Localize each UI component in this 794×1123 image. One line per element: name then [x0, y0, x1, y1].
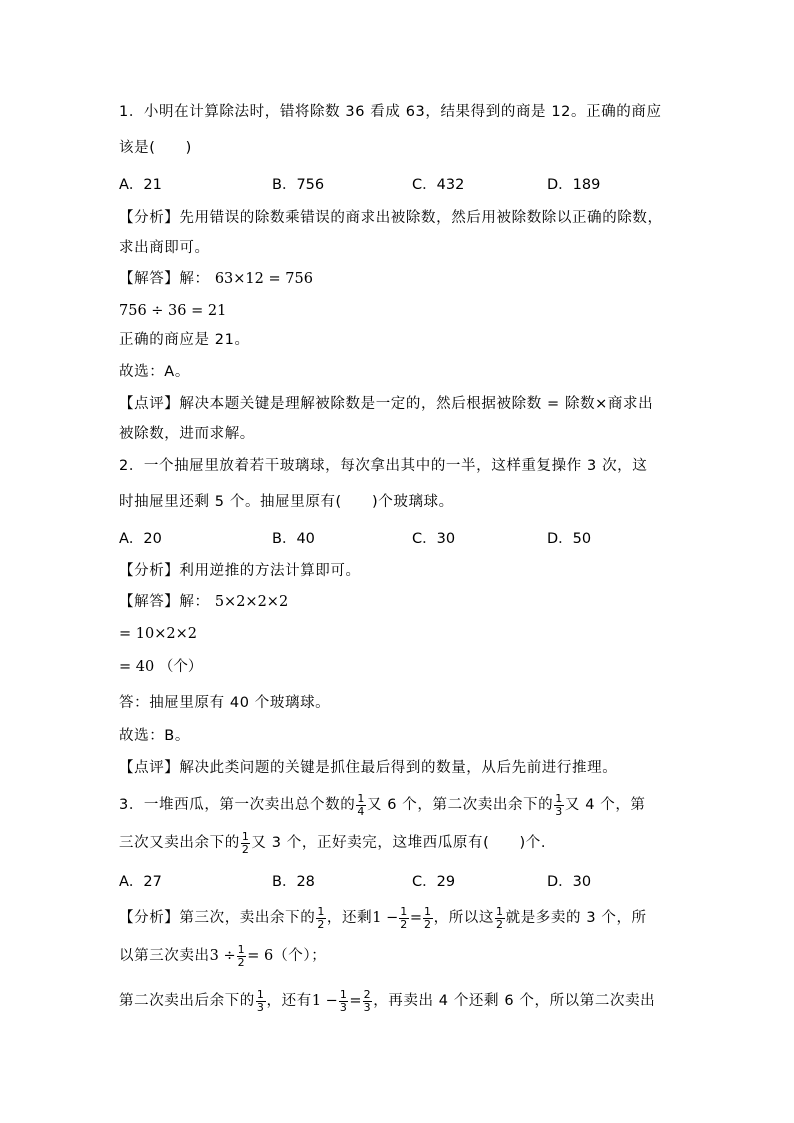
q2-comment: 【点评】解决此类问题的关键是抓住最后得到的数量，从后先前进行推理。 — [119, 760, 618, 776]
q1-choice: 故选：A。 — [119, 364, 190, 380]
frac-num: 1 — [241, 829, 250, 843]
frac-den: 2 — [241, 842, 250, 856]
fraction-two-thirds — [363, 989, 373, 1014]
q1-analysis-line2: 求出商即可。 — [119, 240, 210, 256]
frac-num: 1 — [339, 987, 348, 1001]
frac-num: 1 — [400, 904, 408, 918]
frac-den: 2 — [400, 917, 408, 931]
fraction-one-half — [316, 906, 326, 931]
q2-option-c: C．30 — [412, 531, 456, 547]
q2-answer-text: 答：抽屉里原有 40 个玻璃球。 — [119, 695, 331, 711]
math-equals-six: = 6 — [247, 948, 274, 964]
math-equals: = — [349, 993, 362, 1009]
q1-answer-text: 正确的商应是 21。 — [119, 332, 250, 348]
q2-option-b: B．40 — [272, 531, 315, 547]
frac-den: 3 — [363, 1000, 372, 1014]
fraction-one-quarter — [356, 793, 366, 818]
q2-choice: 故选：B。 — [119, 728, 190, 744]
q1-answer-eq2: 756 ÷ 36 = 21 — [119, 303, 227, 319]
q1-answer-eq1: 63×12 = 756 — [214, 271, 313, 287]
q3-analysis-line3 — [119, 986, 655, 1016]
q3-stem-l1-a: 3．一堆西瓜，第一次卖出总个数的 — [119, 797, 356, 813]
q3-option-c: C．29 — [412, 874, 456, 890]
frac-den: 4 — [357, 804, 365, 818]
q3-stem-l1-b: 又 6 个，第二次卖出余下的 — [366, 797, 554, 813]
q1-option-d: D．189 — [547, 177, 601, 193]
q1-option-c: C．432 — [412, 177, 465, 193]
fraction-one-half — [423, 906, 433, 931]
q3-option-b: B．28 — [272, 874, 315, 890]
math-one-minus: 1 − — [372, 910, 399, 926]
frac-den: 3 — [339, 1000, 348, 1014]
q3-an2-b: （个）； — [273, 948, 327, 964]
frac-num: 1 — [423, 904, 432, 918]
q3-an3-a: 第二次卖出后余下的 — [119, 993, 255, 1009]
q3-an1-d: 就是多卖的 3 个，所 — [505, 910, 647, 926]
fraction-one-half — [241, 831, 251, 856]
math-equals: = — [409, 910, 422, 926]
q3-option-a: A．27 — [119, 874, 162, 890]
q2-answer-eq3: = 40 （个） — [119, 659, 203, 675]
frac-num: 1 — [555, 791, 563, 805]
q2-stem-line1: 2．一个抽屉里放着若干玻璃球，每次拿出其中的一半，这样重复操作 3 次，这 — [119, 458, 648, 474]
q1-answer — [119, 269, 313, 289]
frac-den: 3 — [555, 804, 563, 818]
q1-answer-label: 【解答】解： — [119, 271, 210, 287]
q1-analysis-line1: 【分析】先用错误的除数乘错误的商求出被除数，然后用被除数除以正确的除数， — [119, 210, 663, 226]
frac-den: 3 — [256, 1000, 265, 1014]
q2-answer-eq1: 5×2×2×2 — [214, 594, 289, 610]
math-one-minus: 1 − — [311, 993, 338, 1009]
fraction-one-third — [339, 989, 349, 1014]
q1-comment-line2: 被除数，进而求解。 — [119, 426, 255, 442]
q3-stem-l1-c: 又 4 个，第 — [564, 797, 646, 813]
q2-stem-line2: 时抽屉里还剩 5 个。抽屉里原有( )个玻璃球。 — [119, 494, 454, 510]
q2-option-a: A．20 — [119, 531, 162, 547]
fraction-one-half — [399, 906, 409, 931]
fraction-one-half — [237, 944, 247, 969]
q2-option-d: D．50 — [547, 531, 592, 547]
q3-an1-a: 【分析】第三次，卖出余下的 — [119, 910, 316, 926]
q3-an2-a: 以第三次卖出 — [119, 948, 210, 964]
q3-analysis-line2 — [119, 941, 326, 971]
frac-num: 2 — [363, 987, 372, 1001]
q2-analysis: 【分析】利用逆推的方法计算即可。 — [119, 563, 361, 579]
frac-num: 1 — [317, 904, 325, 918]
frac-num: 1 — [237, 942, 246, 956]
q2-answer — [119, 592, 288, 612]
q3-stem-l2-b: 又 3 个，正好卖完，这堆西瓜原有( )个. — [251, 835, 547, 851]
q1-option-a: A．21 — [119, 177, 162, 193]
q1-stem-line1: 1．小明在计算除法时，错将除数 36 看成 63，结果得到的商是 12。正确的商应 — [119, 104, 662, 120]
q3-stem-line1 — [119, 791, 646, 819]
fraction-one-third — [256, 989, 266, 1014]
q3-stem-l2-a: 三次又卖出余下的 — [119, 835, 240, 851]
q3-an1-c: ，所以这 — [433, 910, 494, 926]
fraction-one-half — [495, 906, 505, 931]
frac-den: 2 — [423, 917, 432, 931]
q3-option-d: D．30 — [547, 874, 592, 890]
frac-num: 1 — [256, 987, 265, 1001]
frac-den: 2 — [317, 917, 325, 931]
q3-stem-line2 — [119, 829, 546, 857]
q2-answer-label: 【解答】解： — [119, 594, 210, 610]
math-three-divide: 3 ÷ — [209, 948, 236, 964]
frac-num: 1 — [357, 791, 365, 805]
q1-stem-line2: 该是( ) — [119, 140, 192, 156]
q1-option-b: B．756 — [272, 177, 325, 193]
fraction-one-third — [554, 793, 564, 818]
q3-an3-c: ，再卖出 4 个还剩 6 个，所以第二次卖出 — [373, 993, 656, 1009]
frac-num: 1 — [496, 904, 504, 918]
q2-answer-eq2: = 10×2×2 — [119, 626, 197, 642]
q3-analysis-line1 — [119, 903, 647, 933]
q3-an1-b: ，还剩 — [326, 910, 373, 926]
q1-comment-line1: 【点评】解决本题关键是理解被除数是一定的，然后根据被除数 = 除数×商求出 — [119, 396, 654, 412]
frac-den: 2 — [237, 955, 246, 969]
q3-an3-b: ，还有 — [266, 993, 312, 1009]
frac-den: 2 — [496, 917, 504, 931]
